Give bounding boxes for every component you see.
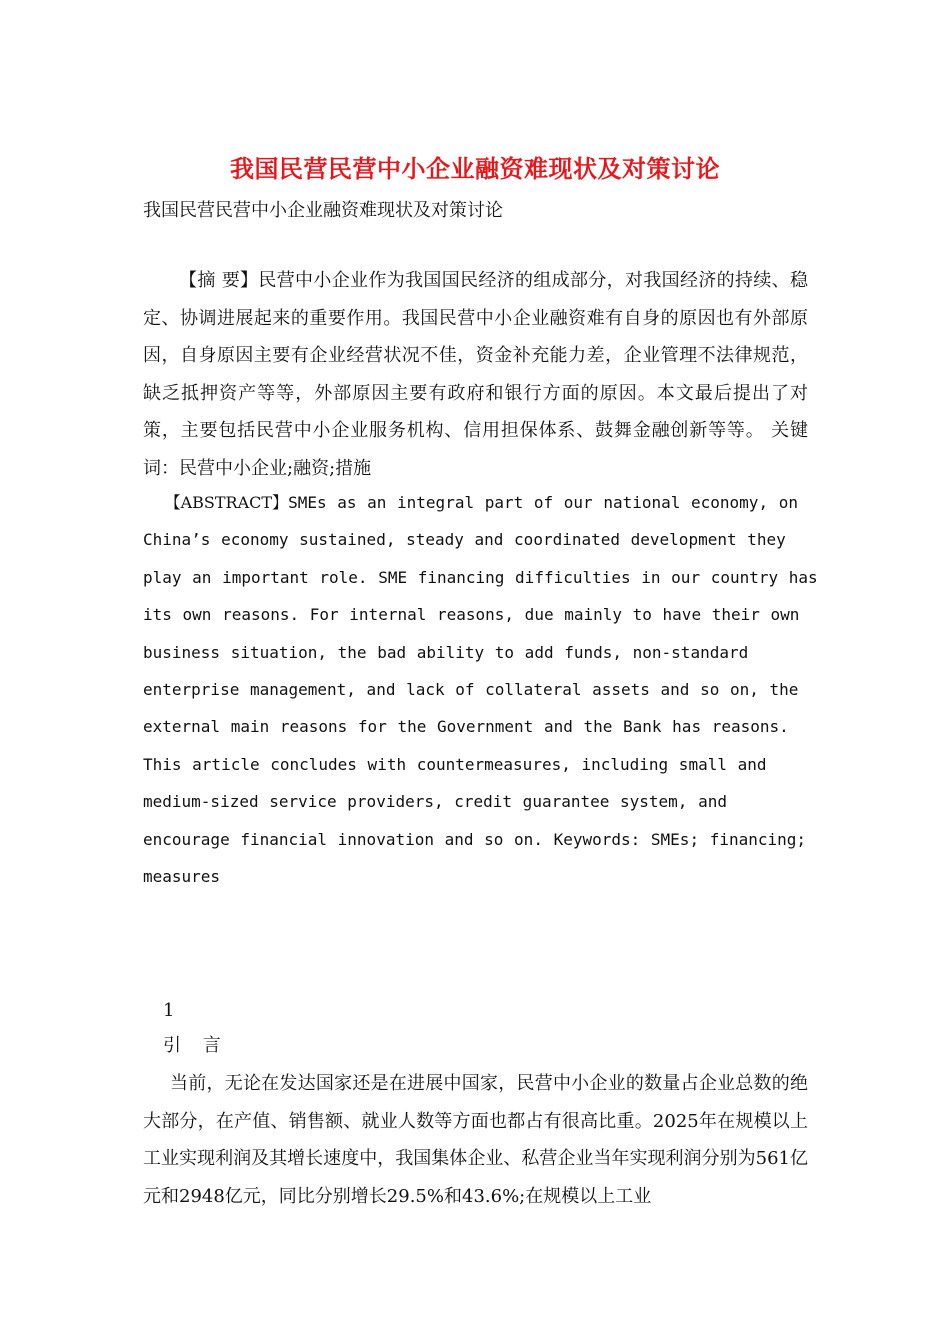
abstract-chinese: 【摘 要】民营中小企业作为我国国民经济的组成部分，对我国经济的持续、稳定、协调进展起来的重要作用。我国民营中小企业融资难有自身的原因也有外部原因，自身原因主要有企业经营状况不佳，资金补充能力差，企业管理不法律规范，缺乏抵押资产等等，外部原因主要有政府和银行方面的原因。本文最后提出了对策，主要包括民营中小企业服务机构、信用担保体系、鼓舞金融创新等等。 关键词：民营中小企业;融资;措施 xyxy=(143,270,808,479)
document-subtitle: 我国民营民营中小企业融资难现状及对策讨论 xyxy=(143,200,503,221)
section-title: 引 言 xyxy=(163,1035,229,1056)
intro-paragraph: 当前，无论在发达国家还是在进展中国家，民营中小企业的数量占企业总数的绝大部分，在产值、销售额、就业人数等方面也都占有很高比重。2025年在规模以上工业实现利润及其增长速度中，我国集体企业、私营企业当年实现利润分别为561亿元和2948亿元，同比分别增长29.5%和43.6%;在规模以上工业 xyxy=(143,1073,808,1207)
abstract-english-label: 【ABSTRACT】 xyxy=(164,493,289,512)
section-number: 1 xyxy=(163,1000,175,1021)
abstract-english xyxy=(143,484,823,895)
abstract-english-text: SMEs as an integral part of our national economy, on China’s economy sustained, steady and coordinated development they play an important role. SME financing difficulties in our country has its own reasons. For internal reasons, due mainly to have their own business situation, the bad ability to add funds, non-standard enterprise management, and lack of collateral assets and so on, the external main reasons for the Government and the Bank has reasons. This article concludes with countermeasures, including small and medium-sized service providers, credit guarantee system, and encourage financial innovation and so on. Keywords: SMEs; financing; measures xyxy=(143,493,818,887)
document-title: 我国民营民营中小企业融资难现状及对策讨论 xyxy=(230,154,720,183)
